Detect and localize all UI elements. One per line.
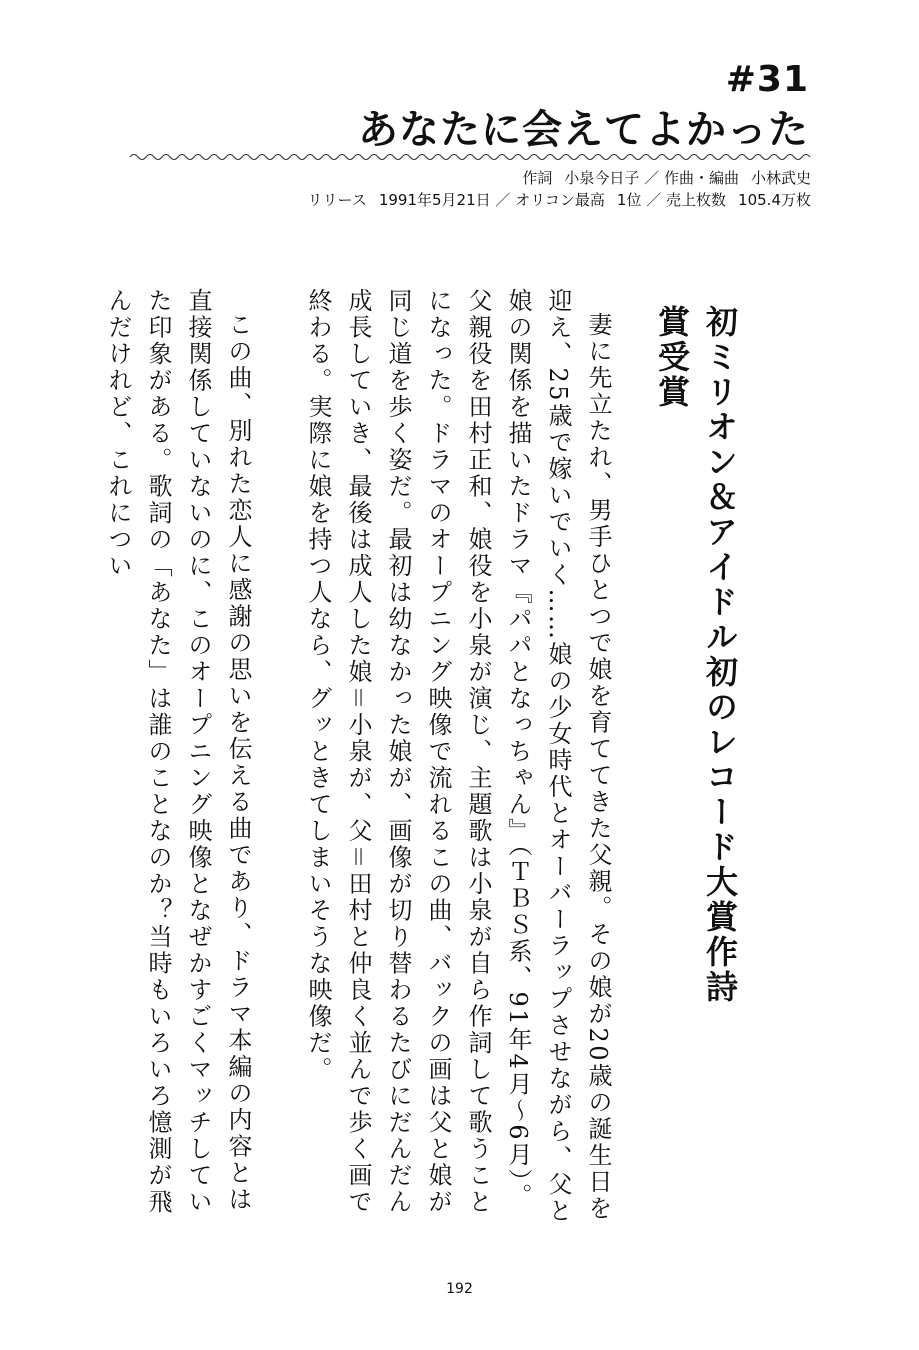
lyrics-label: 作詞: [522, 169, 553, 187]
song-title: あなたに会えてよかった: [358, 107, 809, 153]
lyricist-name: 小泉今日子: [564, 169, 640, 187]
sales-label: 売上枚数: [666, 191, 727, 209]
release-separator-1: ／: [495, 191, 511, 209]
song-number: #31: [725, 59, 809, 100]
credits-separator: ／: [644, 169, 660, 187]
article-body: [104, 288, 618, 1228]
paragraph-1: 妻に先立たれ、男手ひとつで娘を育ててきた父親。その娘が20歳の誕生日を迎え、25歳で嫁いでいく……娘の少女時代とオーバーラップさせながら、父と娘の関係を描いたドラマ『パパとなっちゃん』（ＴＢＳ系、91年4月～6月）。父親役を田村正和、娘役を小泉が演じ、主題歌は小泉が自ら作詞して歌うことになった。ドラマのオープニング映像で流れるこの曲、バックの画は父と娘が同じ道を歩く姿だ。最初は幼なかった娘が、画像が切り替わるたびにだんだん成長していき、最後は成人した娘＝小泉が、父＝田村と仲良く並んで歩く画で終わる。実際に娘を持つ人なら、グッときてしまいそうな映像だ。: [304, 288, 612, 1225]
release-label: リリース: [307, 191, 367, 209]
release-date: 1991年5月21日: [378, 191, 491, 209]
oricon-rank: 1位: [616, 191, 642, 209]
page-number: 192: [446, 1281, 473, 1297]
wavy-divider: [130, 150, 810, 164]
section-heading: 初ミリオン＆アイドル初のレコード大賞作詩賞受賞: [653, 305, 739, 1005]
release-info: [308, 193, 811, 208]
oricon-label: オリコン最高: [515, 191, 605, 209]
song-credits: [522, 171, 811, 186]
composer-name: 小林武史: [750, 169, 811, 187]
music-label: 作曲・編曲: [663, 169, 739, 187]
sales-figure: 105.4万枚: [738, 191, 811, 209]
paragraph-2: この曲、別れた恋人に感謝の思いを伝える曲であり、ドラマ本編の内容とは直接関係していないのに、このオープニング映像となぜかすごくマッチしていた印象がある。歌詞の「あなた」は誰のことなのか？当時もいろいろ憶測が飛んだけれど、これについ: [104, 288, 252, 1216]
release-separator-2: ／: [646, 191, 662, 209]
